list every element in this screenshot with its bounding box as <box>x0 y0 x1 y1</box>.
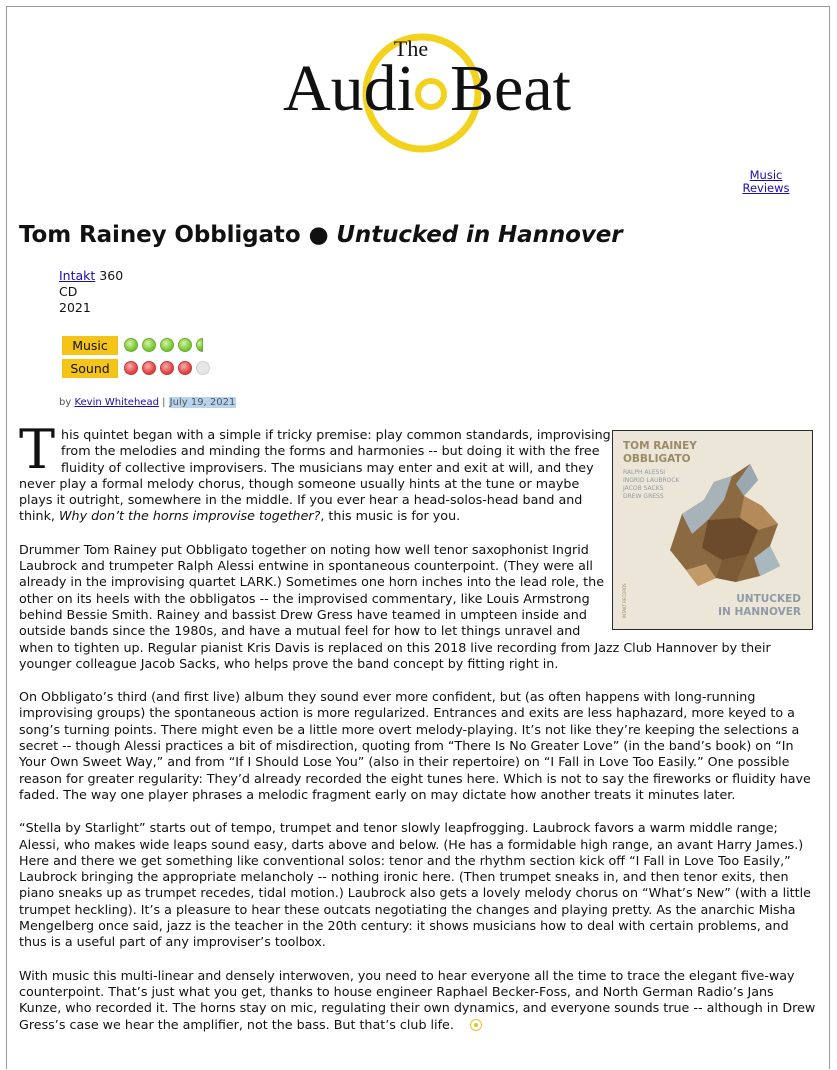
music-rating-dot <box>124 338 138 352</box>
paragraph-5-text: With music this multi-linear and densely interwoven, you need to hear everyone all the time to trace the elegant five-way counterpoint. That’s just what you get, thanks to house engineer Raphael Becker-Foss, and North German Radio’s Jans Kunze, who recorded it. The horns stay on mic, regulating their own dynamics, and everyone sounds true -- although in Drew Gress’s case we hear the amplifier, not the bass. But that’s club life. <box>19 967 816 1032</box>
music-rating-label: Music <box>62 336 118 355</box>
cover-musician-1: RALPH ALESSI <box>623 469 666 476</box>
music-rating-dot <box>142 338 156 352</box>
article-body <box>19 418 817 1050</box>
cover-artist-1: TOM RAINEY <box>623 440 697 452</box>
sound-rating-dot <box>160 361 174 375</box>
paragraph-1-end: , this music is for you. <box>320 508 461 524</box>
logo-audio: Audi <box>283 52 415 125</box>
dropcap: T <box>19 418 56 481</box>
cover-spacer <box>613 427 817 632</box>
music-reviews-link[interactable] <box>736 169 796 195</box>
album-name: Untucked in Hannover <box>336 222 623 248</box>
byline <box>59 397 236 408</box>
paragraph-2: Drummer Tom Rainey put Obbligato together on noting how well tenor saxophonist Ingrid Laubrock and trumpeter Ralph Alessi entwine in spontaneous counterpoint. (They were all already in the improvising quartet LARK.) Sometimes one horn inches into the lead role, the other on its heels with the obbligatos -- the improvised commentary, like Louis Armstrong behind Bessie Smith. Rainey and bassist Drew Gress have teamed in umpteen inside and outside bands since the 1980s, and have a mutual feel for how to let things unravel and when to tighten up. Regular pianist Kris Davis is replaced on this 2018 live recording from Jazz Club Hannover by their younger colleague Jacob Sacks, who helps prove the band concept by fitting right in. <box>19 541 771 671</box>
cover-album-1: UNTUCKED <box>736 593 801 605</box>
publish-date: July 19, 2021 <box>169 397 236 408</box>
release-info <box>59 268 123 316</box>
release-year: 2021 <box>59 300 91 315</box>
site-logo[interactable] <box>244 26 604 154</box>
byline-separator: | <box>162 397 166 408</box>
ratings <box>62 335 214 381</box>
catalog-number: 360 <box>99 268 124 283</box>
end-of-article-icon <box>470 1019 482 1031</box>
music-rating-dots <box>124 338 207 352</box>
cover-musician-2: INGRID LAUBROCK <box>623 477 680 484</box>
cover-album-2: IN HANNOVER <box>718 606 801 618</box>
format: CD <box>59 284 78 299</box>
paragraph-5 <box>19 968 817 1033</box>
paragraph-3: On Obbligato’s third (and first live) album they sound ever more confident, but (as often happens with long-running improvising groups) the spontaneous action is more regularized. Entrances and exits are less haphazard, more keyed to a song’s turning points. There might even be a little more overt melody-playing. It’s not like they’re keeping the selections a secret -- though Alessi practices a bit of misdirection, quoting from “There Is No Greater Love” (in the band’s book) on “In Your Own Sweet Way,” and from “If I Should Lose You” (also in their repertoire) on “I Fall in Love Too Easily.” One possible reason for greater regularity: They’d already recorded the eight tunes here. Which is not to say the fireworks or fluidity have faded. The way one player phrases a melodic fragment early on may dictate how another treats it minutes later. <box>19 689 811 802</box>
music-rating <box>62 335 214 355</box>
paragraph-1-italic: Why don’t the horns improvise together? <box>59 508 321 524</box>
sound-rating-dot <box>124 361 138 375</box>
music-rating-dot <box>160 338 174 352</box>
label-link[interactable]: Intakt <box>59 268 96 283</box>
nav-line-2: Reviews <box>742 181 790 195</box>
sound-rating-label: Sound <box>62 359 118 378</box>
logo-beat: Beat <box>450 52 571 125</box>
cover-artist-2: OBBLIGATO <box>623 453 691 465</box>
music-rating-dot <box>178 338 192 352</box>
sound-rating-dot <box>142 361 156 375</box>
cover-spine: INTAKT RECORDS <box>622 583 627 618</box>
logo-o <box>418 81 444 107</box>
logo-the: The <box>393 36 429 61</box>
sound-rating-dot <box>196 361 210 375</box>
logo-graphic <box>244 26 604 154</box>
artist-name: Tom Rainey Obbligato <box>19 222 301 248</box>
paragraph-4: “Stella by Starlight” starts out of tempo, trumpet and tenor slowly leapfrogging. Laubrock favors a warm middle range; Alessi, who makes wide leaps sound easy, darts above and below. (He has a formidable high range, an avant Harry James.) Here and there we get something like conventional solos: tenor and the rhythm section kick off “I Fall in Love Too Easily,” Laubrock bringing the appropriate melancholy -- nothing ironic here. (Then trumpet sneaks in, and then tenor exits, then piano sneaks up as trumpet recedes, tidal motion.) Laubrock also gets a lovely melody chorus on “What’s New” (with a little trumpet heckling). It’s a pleasure to hear these outcats negotiating the changes and playing pretty. As the anarchic Misha Mengelberg once said, jazz is the teacher in the 20th century: it shows musicians how to deal with certain problems, and thus is a useful part of any improviser’s toolbox. <box>19 820 811 950</box>
title-separator: ● <box>308 222 329 248</box>
page-title <box>19 222 622 248</box>
paragraph-1-text: his quintet began with a simple if tricky premise: play common standards, improvising from the melodies and minding the forms and harmonies -- but doing it with the free fluidity of collective improvisers. The musicians may enter and exit at will, and they never play a formal melody chorus, though someone usually hints at the tune or maybe plays it outright, somewhere in the middle. If you ever hear a head-solos-head band and think, <box>19 427 611 524</box>
sound-rating-dots <box>124 361 214 375</box>
cover-musician-3: JACOB SACKS <box>623 485 664 492</box>
author-link[interactable]: Kevin Whitehead <box>74 397 159 408</box>
cover-musician-4: DREW GRESS <box>623 493 664 500</box>
sound-rating-dot <box>178 361 192 375</box>
byline-prefix: by <box>59 397 72 408</box>
sound-rating <box>62 358 214 378</box>
music-rating-dot <box>196 338 203 352</box>
nav-line-1: Music <box>749 168 783 182</box>
